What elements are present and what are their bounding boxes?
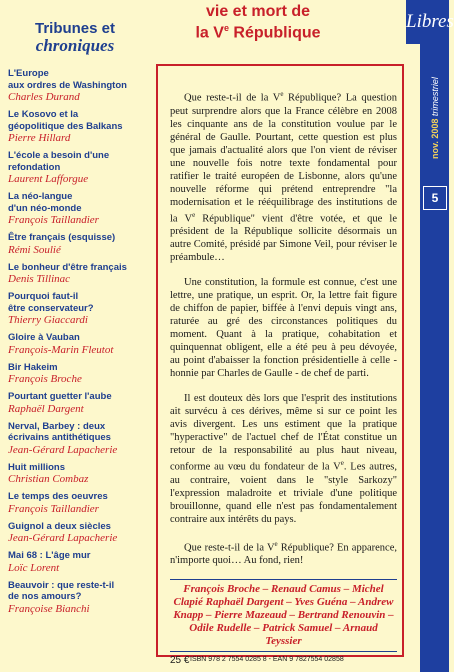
toc-entry — [8, 191, 148, 226]
toc-entry-author: Christian Combaz — [8, 473, 89, 485]
toc-entry-title: Gloire à Vauban — [8, 332, 80, 343]
toc-entry-author: Pierre Hillard — [8, 132, 71, 144]
toc-entry-title: Huit millions — [8, 461, 65, 473]
toc-entry-title: Guignol a deux siècles — [8, 520, 111, 532]
toc-entry — [8, 262, 148, 286]
paragraph-3: Il est douteux dès lors que l'esprit des institutions ait survécu à ces dérives, même si sur ce point les avis divergent. Les uns estiment que la pratique "hyperactive" de l'actuel chef de l'État constitue un retour de la responsabilité au plus haut niveau, conforme au vœu du fondateur de la Ve. Les autres, au contraire, voient dans le "style Sarkozy" l'expression maladroite et triviale d'une politique brouillonne, quand elle n'est pas fondamentalement contraire aux intérêts du pays. — [170, 393, 397, 525]
toc-entry-title: Être français (esquisse) — [8, 232, 116, 243]
toc-entry — [8, 362, 148, 386]
paragraph-1: Que reste-t-il de la Ve République? La question peut surprendre alors que la France célèbre en 2008 les cinquante ans de la constitution voulue par le général de Gaulle. Pourtant, cette question est plus que jamais d'actualité alors que l'on vient de réviser une nouvelle fois notre texte fondamental pour ratifier le traité européen de Lisbonne, alors qu'une nouvelle réforme qui prétend entreprendre "la modernisation et le rééquilibrage des institutions de la Ve République" vient d'être votée, et que le président de la République sollicite désormais un autre Comité, présidé par Simone Veil, pour réviser le préambule… — [170, 90, 397, 263]
toc-entry-author: François Taillandier — [8, 214, 99, 226]
toc-entry — [8, 521, 148, 545]
toc-entry — [8, 150, 148, 185]
toc-entry-title: Beauvoir : que reste-t-il de nos amours? — [8, 579, 115, 602]
toc-entry-title: Le Kosovo et la géopolitique des Balkans — [8, 109, 123, 132]
toc-entry-author: François Taillandier — [8, 502, 99, 515]
toc-entry — [8, 232, 148, 256]
body-text — [170, 88, 397, 652]
toc-entry-title: La néo-langue d'un néo-monde — [8, 191, 82, 214]
toc-entry — [8, 332, 148, 356]
toc-entry-author: Jean-Gérard Lapacherie — [8, 532, 118, 544]
toc-entry-author: Thierry Giaccardi — [8, 314, 88, 326]
toc-entry-author: Raphaël Dargent — [8, 402, 84, 415]
toc-entry — [8, 421, 148, 456]
isbn-barcode-text: ISBN 978 2 7554 0285 8 - EAN 9 7827554 02858 — [190, 656, 344, 663]
section-heading — [0, 20, 150, 54]
main-title — [158, 3, 358, 41]
main-title-line1: vie et mort de — [205, 3, 311, 20]
main-title-line2: la Ve République — [195, 23, 321, 42]
toc-entry-title: Le temps des oeuvres — [8, 491, 108, 502]
toc-entry-title: Pourtant guetter l'aube — [8, 391, 112, 402]
toc-entry-title: Le bonheur d'être français — [8, 261, 127, 273]
toc-entry-title: Pourquoi faut-il être conservateur? — [8, 291, 94, 314]
toc-entry-author: Charles Durand — [8, 91, 80, 103]
toc-entry-author: François Broche — [8, 373, 82, 385]
toc-entry-author: Jean-Gérard Lapacherie — [8, 443, 118, 456]
price: 25 € — [170, 655, 190, 666]
toc-entry-author: Rémi Soulié — [8, 243, 61, 256]
toc-entry — [8, 291, 148, 326]
issue-date — [420, 58, 449, 178]
left-column — [0, 20, 150, 54]
section-heading-sub: chroniques — [35, 36, 115, 55]
toc-entry-author: Françoise Bianchi — [8, 602, 90, 615]
issue-number: 5 — [423, 186, 447, 210]
toc-entry-title: Bir Hakeim — [8, 361, 58, 373]
toc-entry-title: Mai 68 : L'âge mur — [8, 550, 91, 561]
toc-entry — [8, 68, 148, 103]
toc-entry-author: François-Marin Fleutot — [8, 343, 114, 356]
issue-frequency: trimestriel — [429, 77, 440, 117]
paragraph-4: Que reste-t-il de la Ve République? En apparence, n'importe quoi… Au fond, rien! — [170, 539, 397, 566]
toc-entry — [8, 462, 148, 486]
toc-entry — [8, 109, 148, 144]
toc-entry-author: Loïc Lorent — [8, 561, 60, 574]
toc-entry — [8, 550, 148, 574]
toc-entry — [8, 491, 148, 515]
toc-entry — [8, 391, 148, 415]
toc-entry-author: Laurent Lafforgue — [8, 173, 89, 185]
toc-entry-title: L'Europe aux ordres de Washington — [8, 68, 127, 91]
toc-entry-title: Nerval, Barbey : deux écrivains antithétiques — [8, 420, 111, 443]
toc-entry-title: L'école a besoin d'une refondation — [8, 150, 110, 173]
issue-month: nov. 2008 — [429, 116, 440, 159]
table-of-contents — [8, 68, 148, 621]
contributors-list: François Broche – Renaud Camus – Michel Clapié Raphaël Dargent – Yves Guéna – Andrew Knapp – Pierre Mazeaud – Bertrand Renouvin – Odile Rudelle – Patrick Samuel – Arnaud Teyssier — [170, 579, 397, 652]
libres-logo: Libres — [406, 0, 449, 44]
paragraph-2: Une constitution, la formule est connue, c'est une lettre, une pratique, un esprit. Or, la lettre fait figure de chiffon de papier, biffée à l'envi depuis vingt ans, raturée au gré des circonstances politiques du moment. Quant à la pratique, cohabitation et quinquennat obligent, elle a été peu à peu dévoyée, au point d'abaisser la fonction présidentielle à celle - honnie par Charles de Gaulle - de chef de parti. — [170, 277, 397, 379]
section-heading-main: Tribunes et — [34, 20, 116, 37]
toc-entry-author: Denis Tillinac — [8, 273, 71, 285]
toc-entry — [8, 580, 148, 615]
